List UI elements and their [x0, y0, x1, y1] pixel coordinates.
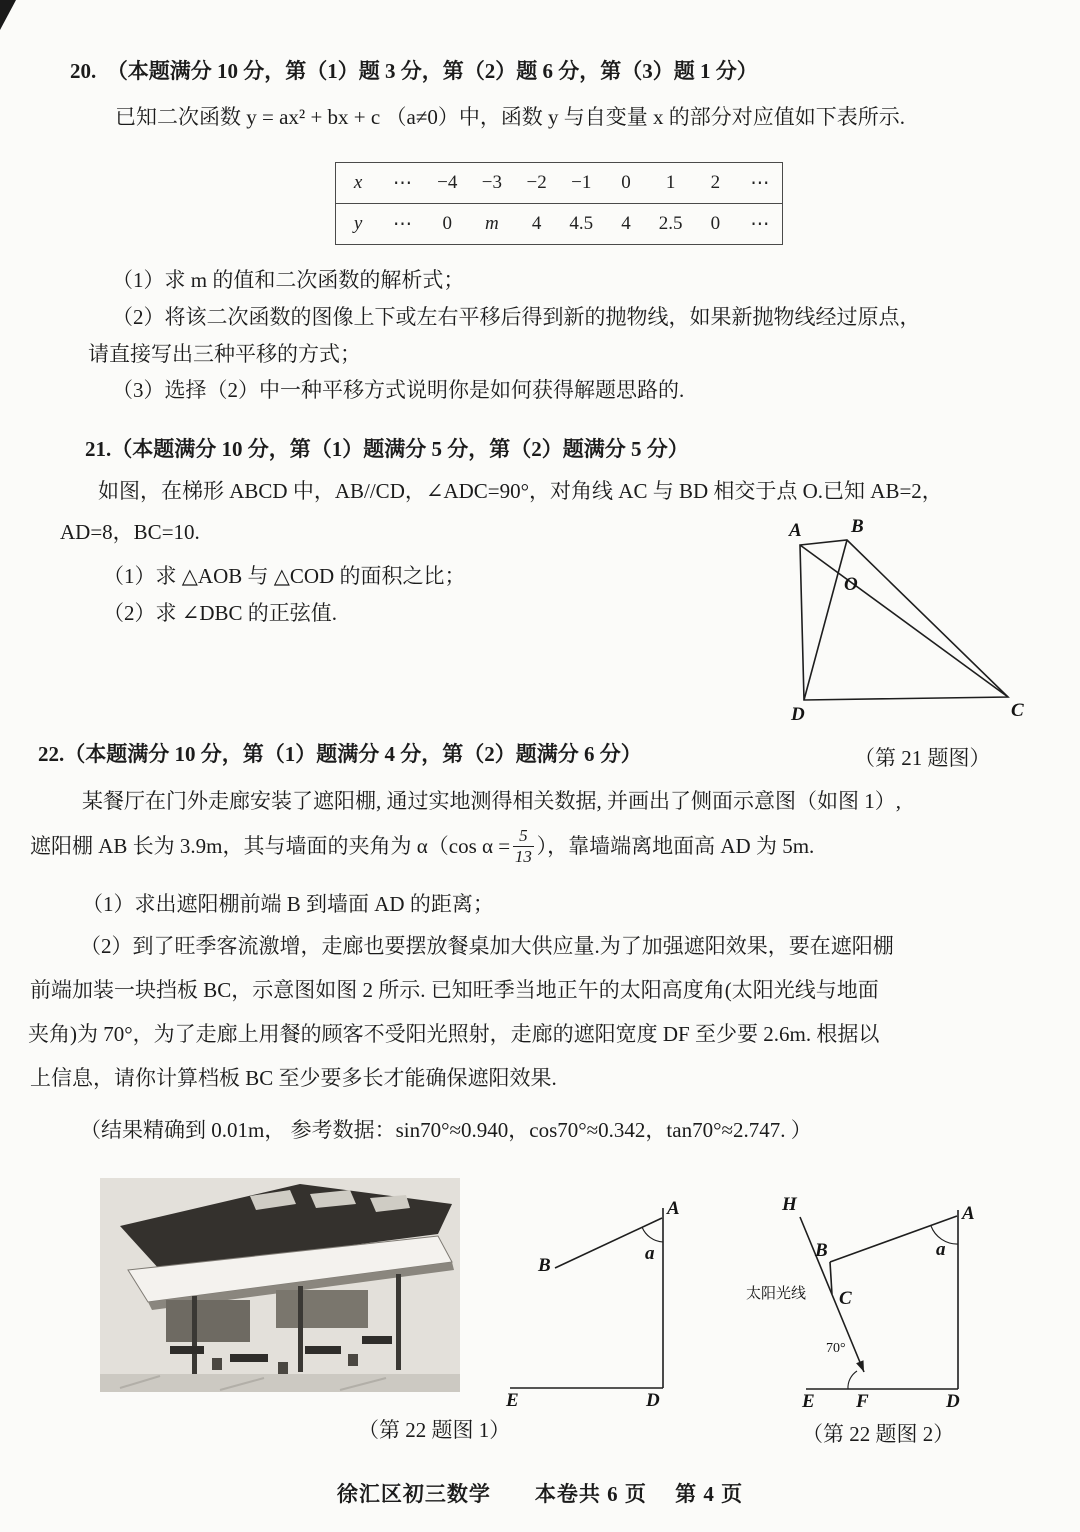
table: [170, 1346, 204, 1354]
table-cell: 2: [693, 163, 738, 204]
point-label-c: C: [839, 1288, 852, 1309]
table-cell: −4: [425, 163, 470, 204]
chair: [212, 1358, 222, 1370]
point-label-f: F: [856, 1391, 869, 1412]
vertex-label-b: B: [851, 516, 864, 537]
value-table: [335, 162, 783, 245]
angle-alpha-arc: [642, 1227, 663, 1242]
sun-ray-label: 太阳光线: [746, 1286, 807, 1302]
post: [192, 1296, 197, 1374]
table-cell: 4: [514, 204, 559, 245]
q20-part2a: （2）将该二次函数的图像上下或左右平移后得到新的抛物线，如果新抛物线经过原点，: [112, 305, 921, 329]
angle-label-70: 70°: [826, 1341, 846, 1356]
point-label-e: E: [506, 1390, 519, 1411]
table-cell: −1: [559, 163, 604, 204]
vertex-label-o: O: [844, 574, 858, 595]
table-cell: 4: [604, 204, 649, 245]
q22-part2a: （2）到了旺季客流激增，走廊也要摆放餐桌加大供应量.为了加强遮阳效果，要在遮阳棚: [80, 934, 894, 958]
q20-header: 20. （本题满分 10 分，第（1）题 3 分，第（2）题 6 分，第（3）题 1 分）: [70, 59, 758, 83]
table-row-x: [336, 163, 783, 204]
fraction-denominator: 13: [514, 846, 532, 866]
q22-part2b: 前端加装一块挡板 BC，示意图如图 2 所示. 已知旺季当地正午的太阳高度角(太阳光线与地面: [30, 978, 879, 1002]
interior-shadow: [276, 1290, 368, 1328]
page-footer: 徐汇区初三数学 本卷共 6 页 第 4 页: [336, 1482, 744, 1506]
q20-part2b: 请直接写出三种平移的方式；: [88, 342, 361, 366]
table: [305, 1346, 341, 1354]
q21-figure-caption: （第 21 题图）: [854, 746, 991, 770]
point-label-b: B: [538, 1255, 551, 1276]
q22-header: 22.（本题满分 10 分，第（1）题满分 4 分，第（2）题满分 6 分）: [38, 742, 642, 766]
ground: [100, 1374, 460, 1392]
diagonal-ac: [800, 545, 1008, 697]
point-label-d: D: [946, 1391, 960, 1412]
angle-70-arc: [848, 1371, 857, 1389]
restaurant-photo: [100, 1178, 460, 1392]
table-row-y: [336, 204, 783, 245]
q22-line2-pre: 遮阳棚 AB 长为 3.9m，其与墙面的夹角为 α（cos α =: [30, 833, 511, 858]
q21-body1: 如图，在梯形 ABCD 中，AB//CD，∠ADC=90°，对角线 AC 与 BD 相交于点 O.已知 AB=2，: [98, 479, 943, 503]
q21-part1: （1）求 △AOB 与 △COD 的面积之比；: [103, 564, 466, 588]
table-cell: 1: [648, 163, 693, 204]
point-label-a: A: [962, 1203, 975, 1224]
q22-figure1: [500, 1192, 680, 1410]
sun-ray-arrowhead: [856, 1360, 864, 1372]
chair: [278, 1362, 288, 1374]
scan-artifact: [0, 0, 16, 30]
post: [396, 1274, 401, 1370]
table-cell: ⋯: [380, 204, 425, 245]
q22-para-line2: [30, 822, 814, 870]
table-cell: y: [336, 204, 381, 245]
table-cell: ⋯: [738, 163, 783, 204]
point-label-e: E: [802, 1391, 815, 1412]
q21-part2: （2）求 ∠DBC 的正弦值.: [103, 601, 338, 625]
chair: [348, 1354, 358, 1366]
fraction-5-13: [513, 827, 534, 866]
post: [298, 1286, 303, 1372]
q22-note: （结果精确到 0.01m， 参考数据：sin70°≈0.940，cos70°≈0.342，tan70°≈2.747. ）: [80, 1118, 812, 1142]
q20-part3: （3）选择（2）中一种平移方式说明你是如何获得解题思路的.: [112, 378, 685, 402]
table-cell: 2.5: [648, 204, 693, 245]
q22-figure1-caption: （第 22 题图 1）: [358, 1418, 511, 1442]
point-label-d: D: [646, 1390, 660, 1411]
table-cell: 0: [693, 204, 738, 245]
point-label-b: B: [815, 1240, 828, 1261]
angle-label-alpha: a: [936, 1239, 946, 1260]
vertex-label-d: D: [791, 704, 805, 725]
q22-part2c: 夹角)为 70°，为了走廊上用餐的顾客不受阳光照射，走廊的遮阳宽度 DF 至少要 2.6m. 根据以: [28, 1022, 880, 1046]
table-cell: ⋯: [738, 204, 783, 245]
q20-part1: （1）求 m 的值和二次函数的解析式；: [112, 268, 465, 292]
vertex-label-c: C: [1011, 700, 1024, 721]
q22-part1: （1）求出遮阳棚前端 B 到墙面 AD 的距离；: [82, 892, 494, 916]
q22-figure2: [740, 1192, 990, 1412]
table-cell: m: [470, 204, 515, 245]
q21-body2: AD=8，BC=10.: [60, 520, 200, 544]
q21-header: 21.（本题满分 10 分，第（1）题满分 5 分，第（2）题满分 5 分）: [85, 437, 689, 461]
vertex-label-a: A: [789, 520, 802, 541]
angle-label-alpha: a: [645, 1243, 655, 1264]
table-cell: −3: [470, 163, 515, 204]
table-cell: 0: [425, 204, 470, 245]
table: [362, 1336, 392, 1344]
interior-shadow: [166, 1300, 250, 1342]
q20-intro: 已知二次函数 y = ax² + bx + c （a≠0）中，函数 y 与自变量 x 的部分对应值如下表所示.: [115, 105, 906, 129]
trapezoid-outline: [800, 540, 1008, 700]
q21-trapezoid-figure: [755, 508, 1045, 753]
fraction-numerator: 5: [513, 827, 534, 847]
point-label-a: A: [667, 1198, 680, 1219]
q22-figure2-caption: （第 22 题图 2）: [802, 1422, 955, 1446]
table-cell: ⋯: [380, 163, 425, 204]
q22-part2d: 上信息，请你计算档板 BC 至少要多长才能确保遮阳效果.: [30, 1066, 557, 1090]
q22-line2-post: ），靠墙端离地面高 AD 为 5m.: [536, 833, 815, 858]
table-cell: x: [336, 163, 381, 204]
table-cell: −2: [514, 163, 559, 204]
table: [230, 1354, 268, 1362]
point-label-h: H: [782, 1194, 797, 1215]
table-cell: 4.5: [559, 204, 604, 245]
table-cell: 0: [604, 163, 649, 204]
q22-para-line1: 某餐厅在门外走廊安装了遮阳棚, 通过实地测得相关数据, 并画出了侧面示意图（如图 1）,: [82, 789, 901, 813]
